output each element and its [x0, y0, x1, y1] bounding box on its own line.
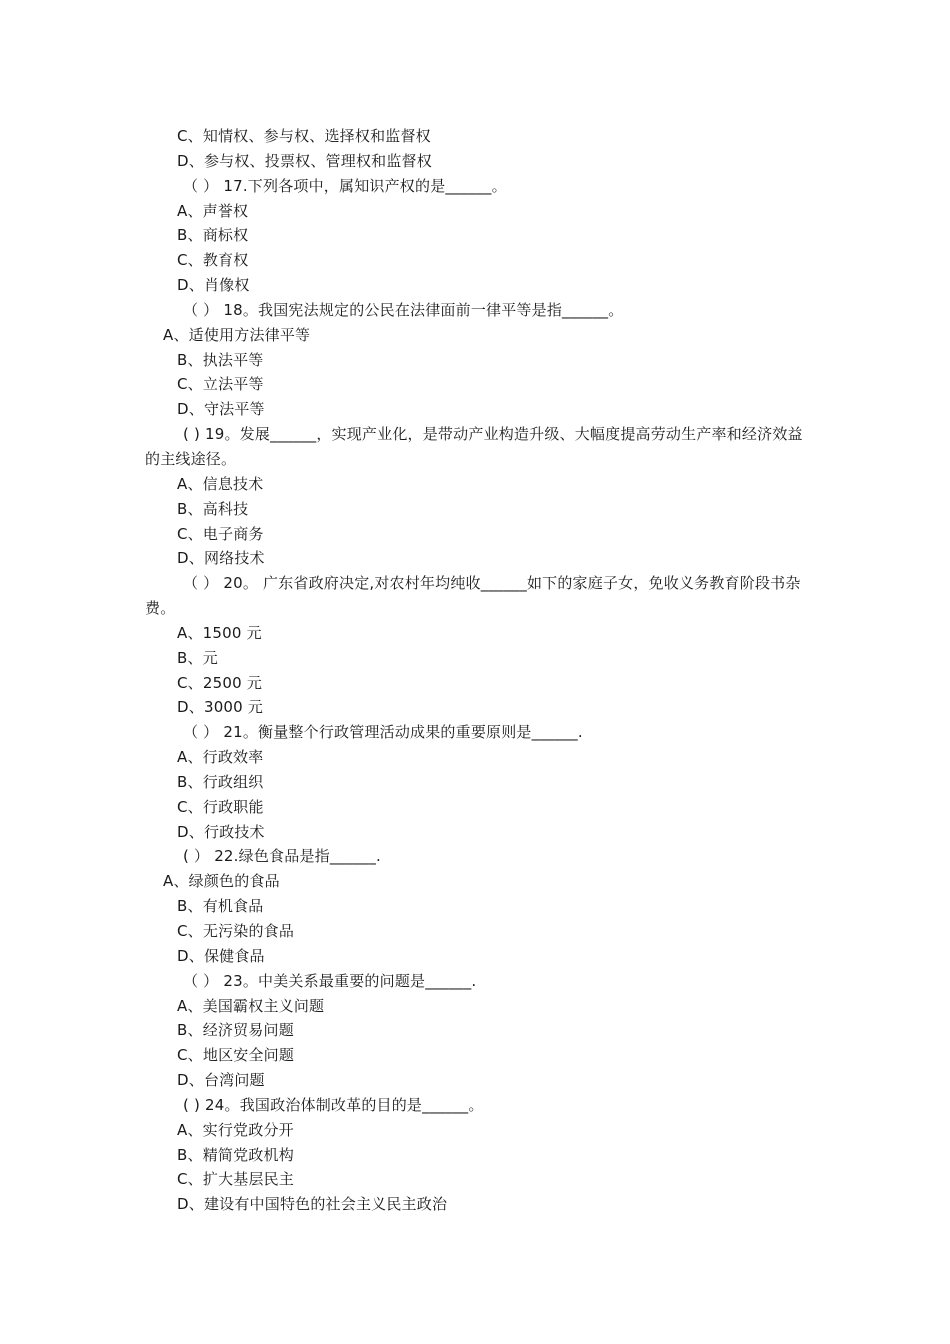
question-line: （ ） 18。我国宪法规定的公民在法律面前一律平等是指______。: [183, 300, 624, 319]
option-line: A、绿颜色的食品: [163, 872, 280, 891]
option-line: B、精简党政机构: [177, 1145, 294, 1164]
option-line: B、行政组织: [177, 772, 264, 791]
question-line: （ ） 23。中美关系最重要的问题是______.: [183, 971, 477, 990]
option-line: A、1500 元: [177, 623, 262, 642]
option-line: D、守法平等: [177, 400, 265, 419]
question-line: （ ） 17.下列各项中，属知识产权的是______。: [183, 176, 507, 195]
option-line: D、行政技术: [177, 822, 265, 841]
option-line: A、行政效率: [177, 748, 264, 767]
option-line: D、3000 元: [177, 698, 264, 717]
option-line: D、保健食品: [177, 946, 265, 965]
option-line: C、电子商务: [177, 524, 264, 543]
document-body: [145, 124, 810, 1217]
option-line: C、无污染的食品: [177, 922, 295, 940]
option-line: B、商标权: [177, 226, 249, 245]
option-line: C、立法平等: [177, 375, 264, 394]
option-line: B、高科技: [177, 499, 249, 518]
option-line: D、肖像权: [177, 276, 250, 295]
option-line: D、台湾问题: [177, 1071, 265, 1090]
option-line: A、声誉权: [177, 201, 249, 220]
option-line: C、地区安全问题: [177, 1046, 295, 1065]
option-line: B、元: [177, 648, 218, 667]
option-line: C、行政职能: [177, 797, 264, 816]
option-line: B、有机食品: [177, 897, 264, 916]
option-line: C、2500 元: [177, 673, 263, 692]
option-line: D、参与权、投票权、管理权和监督权: [177, 151, 432, 170]
option-line: A、适使用方法律平等: [163, 325, 311, 344]
question-line: （ ） 20。 广东省政府决定,对农村年均纯收______如下的家庭子女，免收义务教育阶段书杂费。: [145, 574, 801, 618]
option-line: A、信息技术: [177, 474, 264, 493]
option-line: A、美国霸权主义问题: [177, 996, 325, 1015]
option-line: D、网络技术: [177, 549, 265, 568]
option-line: D、建设有中国特色的社会主义民主政治: [177, 1195, 448, 1214]
question-line: ( ) 19。发展______，实现产业化，是带动产业构造升级、大幅度提高劳动生产率和经济效益的主线途径。: [145, 425, 803, 468]
option-line: A、实行党政分开: [177, 1120, 294, 1139]
option-line: B、经济贸易问题: [177, 1021, 294, 1040]
question-line: ( ) 24。我国政治体制改革的目的是______。: [183, 1095, 484, 1114]
question-line: （ ） 21。衡量整个行政管理活动成果的重要原则是______.: [183, 723, 583, 742]
option-line: B、执法平等: [177, 350, 264, 369]
option-line: C、扩大基层民主: [177, 1170, 295, 1189]
question-line: ( ） 22.绿色食品是指______.: [183, 847, 382, 866]
option-line: C、教育权: [177, 251, 249, 270]
option-line: C、知情权、参与权、选择权和监督权: [177, 127, 431, 145]
